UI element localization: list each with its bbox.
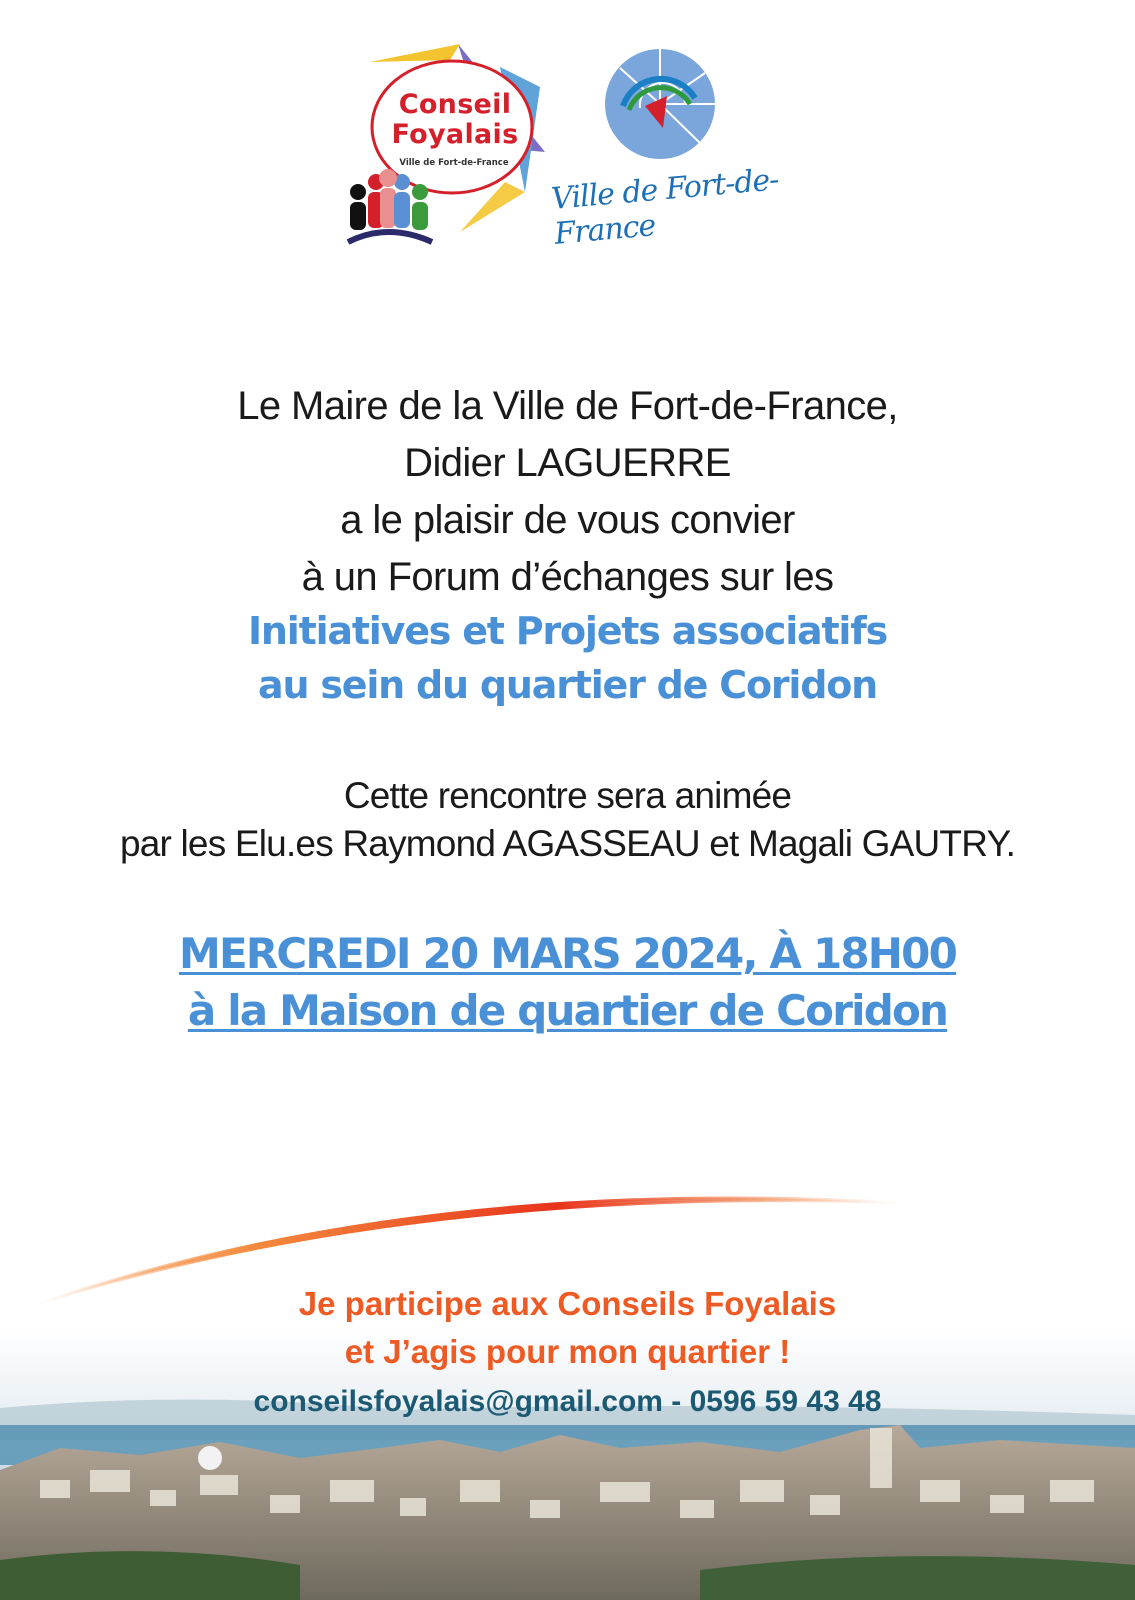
invitation-text — [0, 378, 1135, 606]
slogan — [0, 1280, 1135, 1376]
animation-line: par les Elu.es Raymond AGASSEAU et Magali GAUTRY. — [119, 823, 1016, 864]
ville-signature: Ville de Fort-de-France — [549, 162, 780, 252]
conseil-foyalais-logo — [340, 42, 560, 252]
logo-subtitle: Ville de Fort-de-France — [399, 158, 509, 168]
event-details — [0, 925, 1135, 1039]
headline-line: Initiatives et Projets associatifs — [247, 609, 888, 653]
event-date: MERCREDI 20 MARS 2024, À 18H00 — [178, 929, 957, 978]
ville-fort-de-france-emblem-icon — [545, 48, 795, 178]
ville-logo — [545, 48, 795, 252]
invitation-line: Didier LAGUERRE — [404, 441, 731, 485]
logo-title-line1: Conseil — [398, 89, 512, 120]
animation-text — [0, 772, 1135, 868]
contact-info: conseilsfoyalais@gmail.com - 0596 59 43 48 — [253, 1385, 882, 1418]
forum-headline — [0, 604, 1135, 712]
headline-line: au sein du quartier de Coridon — [258, 663, 877, 707]
animation-line: Cette rencontre sera animée — [343, 775, 792, 816]
invitation-line: à un Forum d’échanges sur les — [301, 555, 834, 599]
slogan-line: Je participe aux Conseils Foyalais — [298, 1285, 837, 1322]
slogan-line: et J’agis pour mon quartier ! — [344, 1333, 791, 1370]
event-place: à la Maison de quartier de Coridon — [187, 986, 948, 1035]
logo-title-line2: Foyalais — [391, 119, 519, 150]
invitation-line: Le Maire de la Ville de Fort-de-France, — [237, 384, 898, 428]
invitation-line: a le plaisir de vous convier — [340, 498, 795, 542]
